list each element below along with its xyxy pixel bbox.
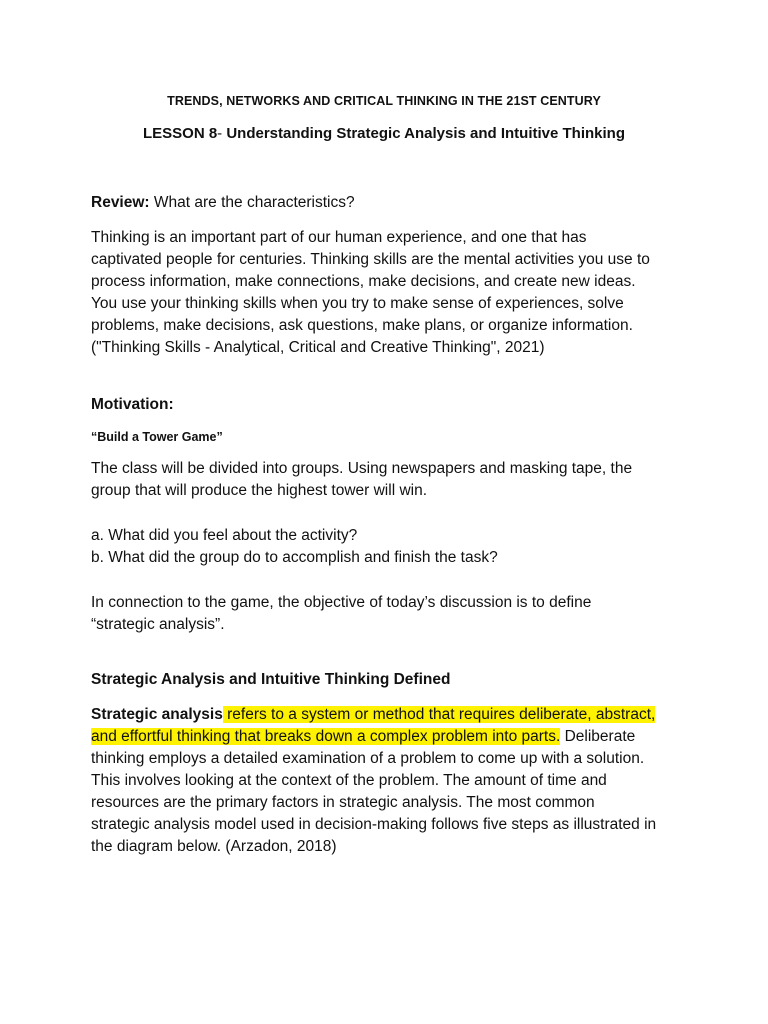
review-line: ("Thinking Skills - Analytical, Critical and Creative Thinking", 2021) (91, 339, 545, 356)
instruction-line: group that will produce the highest tower will win. (91, 482, 428, 499)
definition-line: thinking employs a detailed examination of a problem to come up with a solution. (91, 750, 645, 767)
definition-continuation: Deliberate (560, 728, 636, 745)
review-line: captivated people for centuries. Thinking skills are the mental activities you use to (91, 251, 650, 268)
lesson-title-text: Understanding Strategic Analysis and Intuitive Thinking (222, 125, 626, 142)
objective-line: “strategic analysis”. (91, 616, 225, 633)
definition-line: strategic analysis model used in decision-making follows five steps as illustrated in (91, 816, 657, 833)
definition-line: resources are the primary factors in strategic analysis. The most common (91, 794, 595, 811)
highlighted-definition-1: refers to a system or method that requires deliberate, abstract, (222, 706, 656, 723)
definition-term: Strategic analysis (91, 706, 223, 723)
review-line: process information, make connections, make decisions, and create new ideas. (91, 273, 636, 290)
motivation-label: Motivation: (91, 396, 174, 413)
motivation-questions (91, 525, 691, 569)
review-question: What are the characteristics? (149, 194, 355, 211)
objective-paragraph (91, 592, 691, 636)
definition-paragraph (91, 704, 701, 858)
definition-heading: Strategic Analysis and Intuitive Thinking Defined (91, 671, 451, 688)
question-item: b. What did the group do to accomplish and finish the task? (91, 549, 498, 566)
objective-line: In connection to the game, the objective of today’s discussion is to define (91, 594, 592, 611)
instruction-line: The class will be divided into groups. Using newspapers and masking tape, the (91, 460, 633, 477)
lesson-dash: - (217, 125, 223, 142)
subject-title: TRENDS, NETWORKS AND CRITICAL THINKING IN THE 21ST CENTURY (167, 94, 601, 108)
review-line: You use your thinking skills when you try to make sense of experiences, solve (91, 295, 624, 312)
review-heading (91, 192, 691, 214)
review-label: Review: (91, 194, 150, 211)
definition-line: the diagram below. (Arzadon, 2018) (91, 838, 337, 855)
game-instructions (91, 458, 691, 502)
question-item: a. What did you feel about the activity? (91, 527, 358, 544)
highlighted-definition-2: and effortful thinking that breaks down a complex problem into parts. (91, 728, 561, 745)
review-line: Thinking is an important part of our human experience, and one that has (91, 229, 587, 246)
review-line: problems, make decisions, ask questions, make plans, or organize information. (91, 317, 633, 334)
lesson-title (0, 125, 768, 142)
definition-line: This involves looking at the context of the problem. The amount of time and (91, 772, 607, 789)
lesson-number: LESSON 8 (142, 125, 218, 142)
review-paragraph (91, 227, 691, 359)
game-title: “Build a Tower Game” (91, 430, 223, 444)
